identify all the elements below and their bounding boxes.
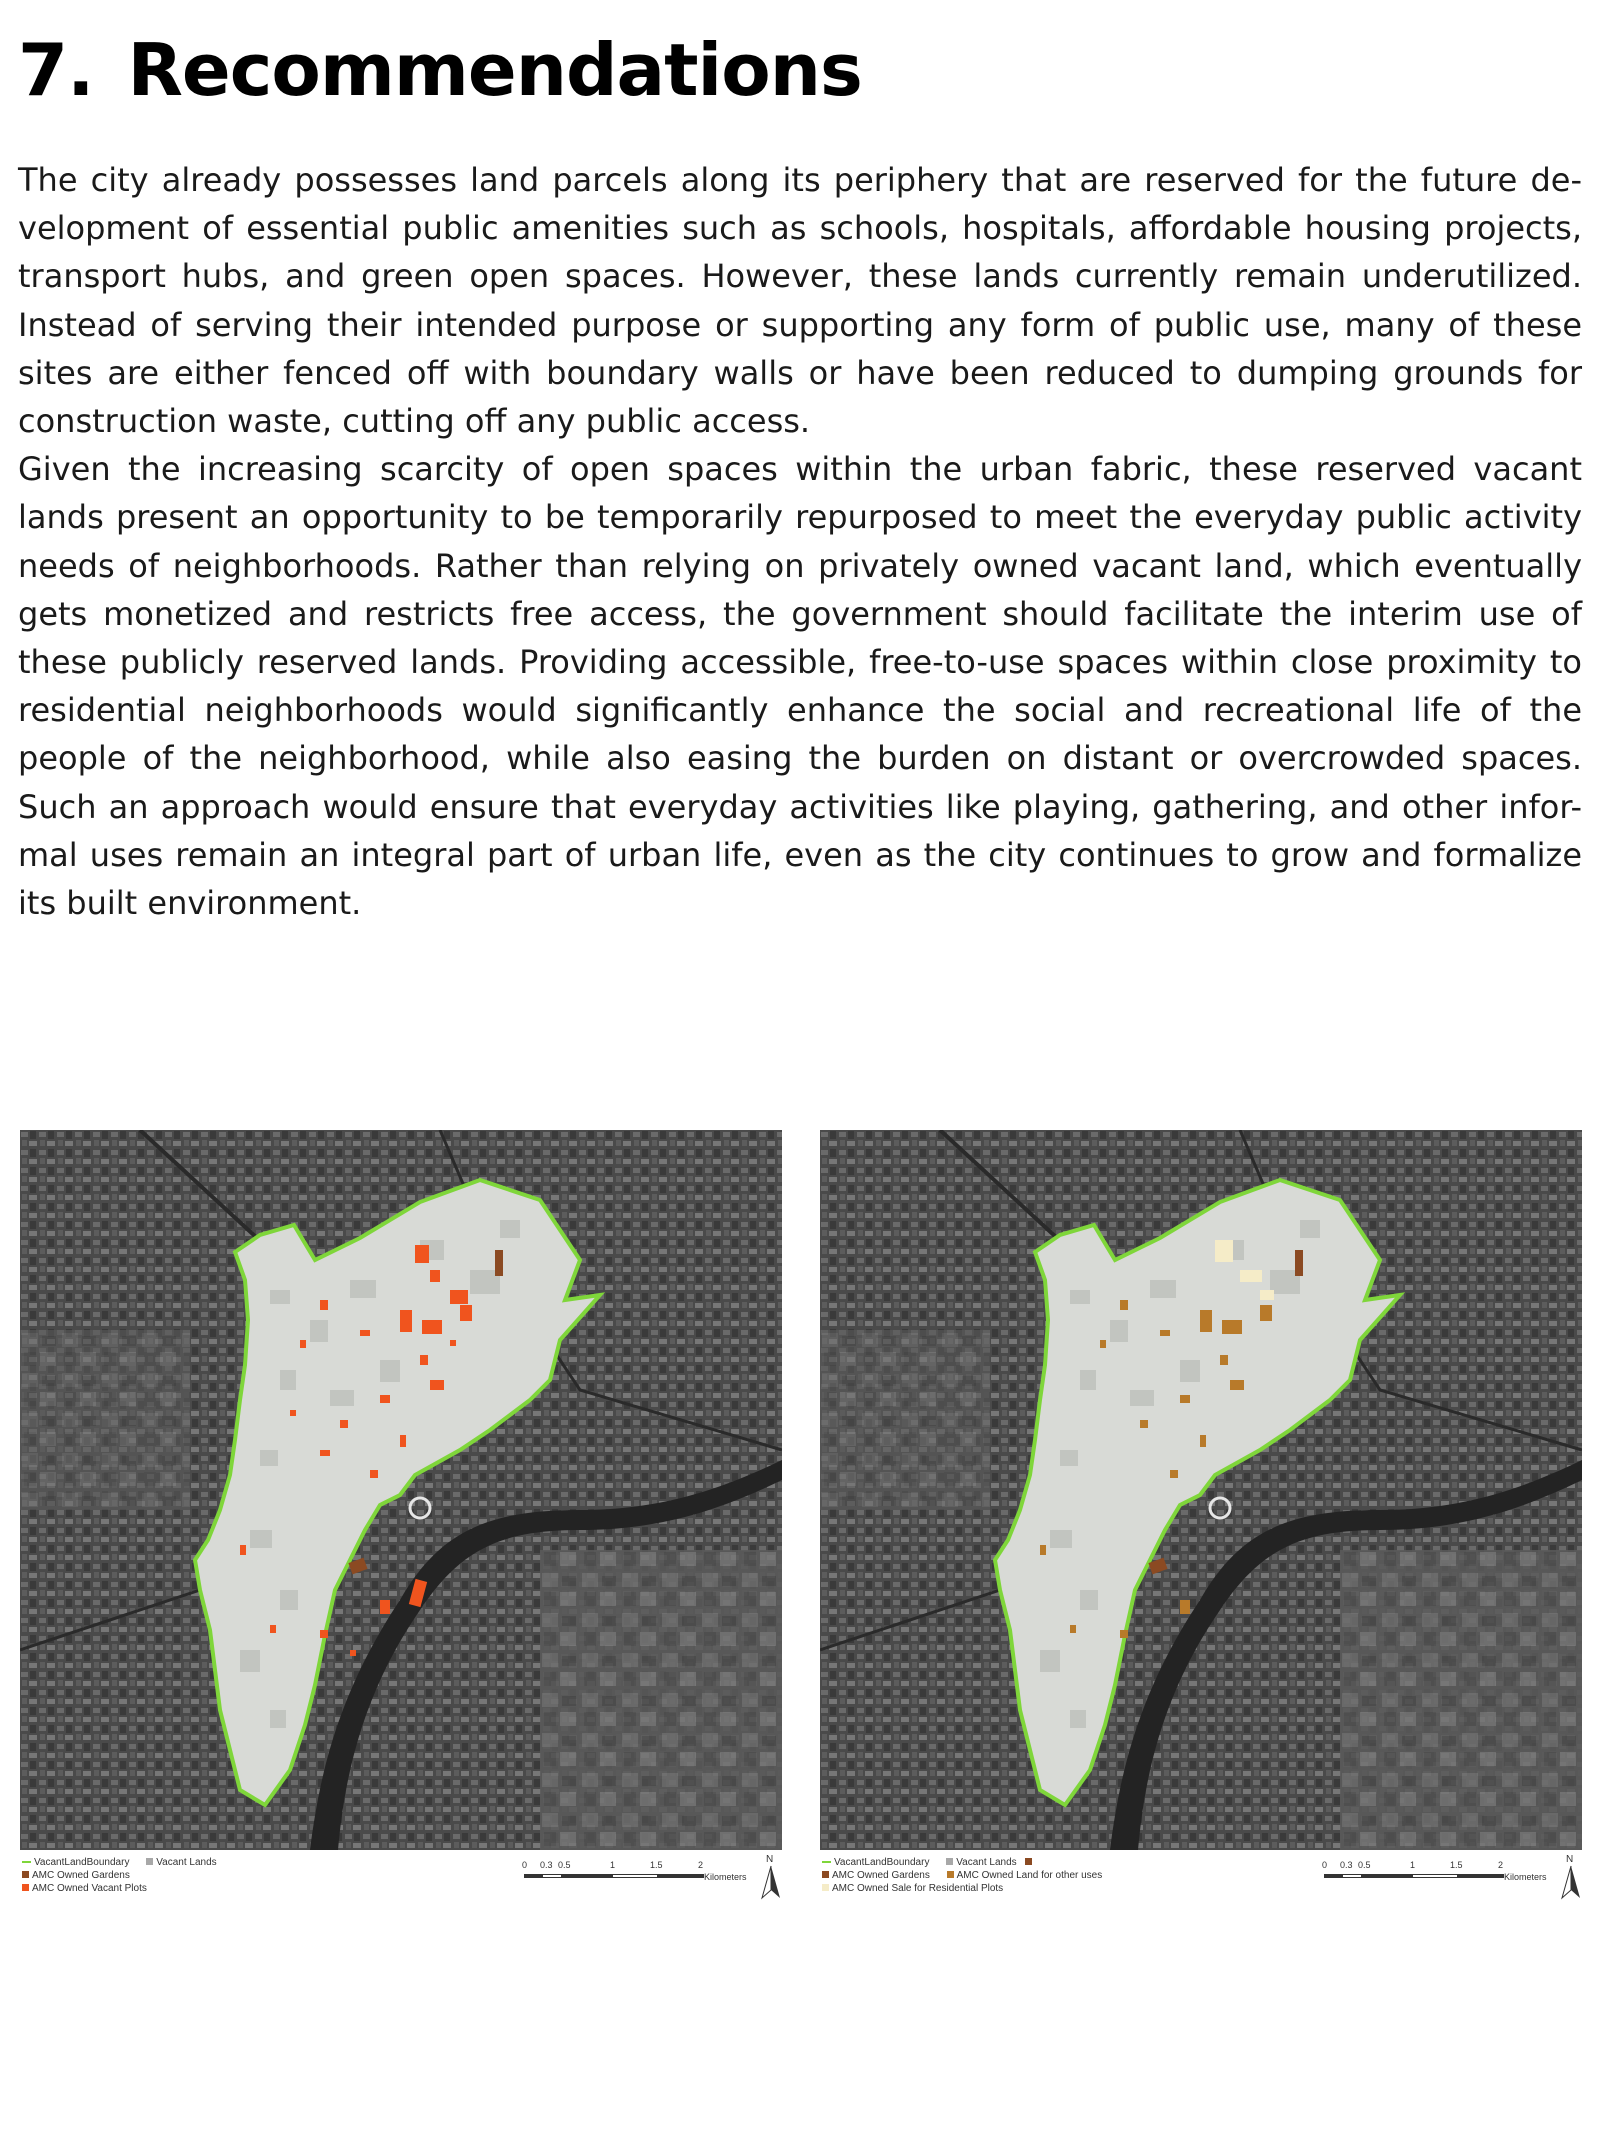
scale-tick: 0 [522, 1860, 528, 1870]
legend-other-uses-label: AMC Owned Land for other uses [956, 1870, 1103, 1881]
legend-vacant-label: Vacant Lands [956, 1857, 1017, 1868]
scale-tick: 0.5 [1358, 1860, 1371, 1870]
paragraph: The city already possesses land parcels along its periphery that are reserved for the future de-velopment of essential public amenities such as schools, hospitals, affordable housing projects, transport hubs, and green open spaces. However, these lands currently remain underutilized. Instead of serving their intended purpose or supporting any form of public use, many of these sites are either fenced off with boundary walls or have been reduced to dumping grounds for construction waste, cutting off any public access. [18, 161, 1582, 441]
legend-gardens-label: AMC Owned Gardens [832, 1870, 930, 1881]
section-title: Recommendations [127, 28, 862, 112]
north-arrow-left [760, 1854, 782, 1900]
scale-bar-graphic [524, 1874, 704, 1878]
paragraph: Given the increasing scarcity of open spaces within the urban fabric, these reserved vacant lands present an opportunity to be temporarily repurposed to meet the everyday public activity needs of neighborhoods. Rather than relying on privately owned vacant land, which eventually gets monetized and restricts free access, the government should facilitate the interim use of these publicly reserved lands. Providing accessible, free-to-use spaces within close proximity to residential neighborhoods would significantly enhance the social and recreational life of the people of the neighborhood, while also easing the burden on distant or overcrowded spaces. Such an approach would ensure that everyday activities like playing, gathering, and other infor-mal uses remain an integral part of urban life, even as the city continues to grow and formalize its built environment. [18, 450, 1582, 923]
scale-unit: Kilometers [1504, 1872, 1547, 1882]
scale-bar-left [520, 1860, 750, 1900]
scale-tick: 0.3 [1340, 1860, 1353, 1870]
satellite-map-left [20, 1130, 782, 1850]
scale-tick: 0.5 [558, 1860, 571, 1870]
scale-bar-graphic [1324, 1874, 1504, 1878]
map-panel-right [820, 1130, 1582, 1914]
legend-vacant-label: Vacant Lands [156, 1857, 217, 1868]
scale-unit: Kilometers [704, 1872, 747, 1882]
north-label: N [1566, 1854, 1574, 1865]
legend-boundary-label: VacantLandBoundary [34, 1857, 130, 1868]
map-legend-right [822, 1856, 1322, 1895]
satellite-map-right [820, 1130, 1582, 1850]
scale-bar-right [1320, 1860, 1550, 1900]
scale-tick: 2 [698, 1860, 704, 1870]
section-number: 7. [18, 28, 94, 112]
body-text [18, 156, 1582, 927]
map-legend-left [22, 1856, 522, 1895]
scale-tick: 0 [1322, 1860, 1328, 1870]
north-label: N [766, 1854, 774, 1865]
legend-vacant-plots-label: AMC Owned Vacant Plots [32, 1883, 147, 1894]
scale-tick: 0.3 [540, 1860, 553, 1870]
legend-residential-label: AMC Owned Sale for Residential Plots [832, 1883, 1004, 1894]
scale-tick: 1.5 [650, 1860, 663, 1870]
scale-tick: 2 [1498, 1860, 1504, 1870]
map-panel-left [20, 1130, 782, 1914]
scale-tick: 1 [1410, 1860, 1416, 1870]
scale-tick: 1.5 [1450, 1860, 1463, 1870]
section-heading [18, 28, 862, 112]
scale-tick: 1 [610, 1860, 616, 1870]
legend-gardens-label: AMC Owned Gardens [32, 1870, 130, 1881]
north-arrow-right [1560, 1854, 1582, 1900]
legend-boundary-label: VacantLandBoundary [834, 1857, 930, 1868]
